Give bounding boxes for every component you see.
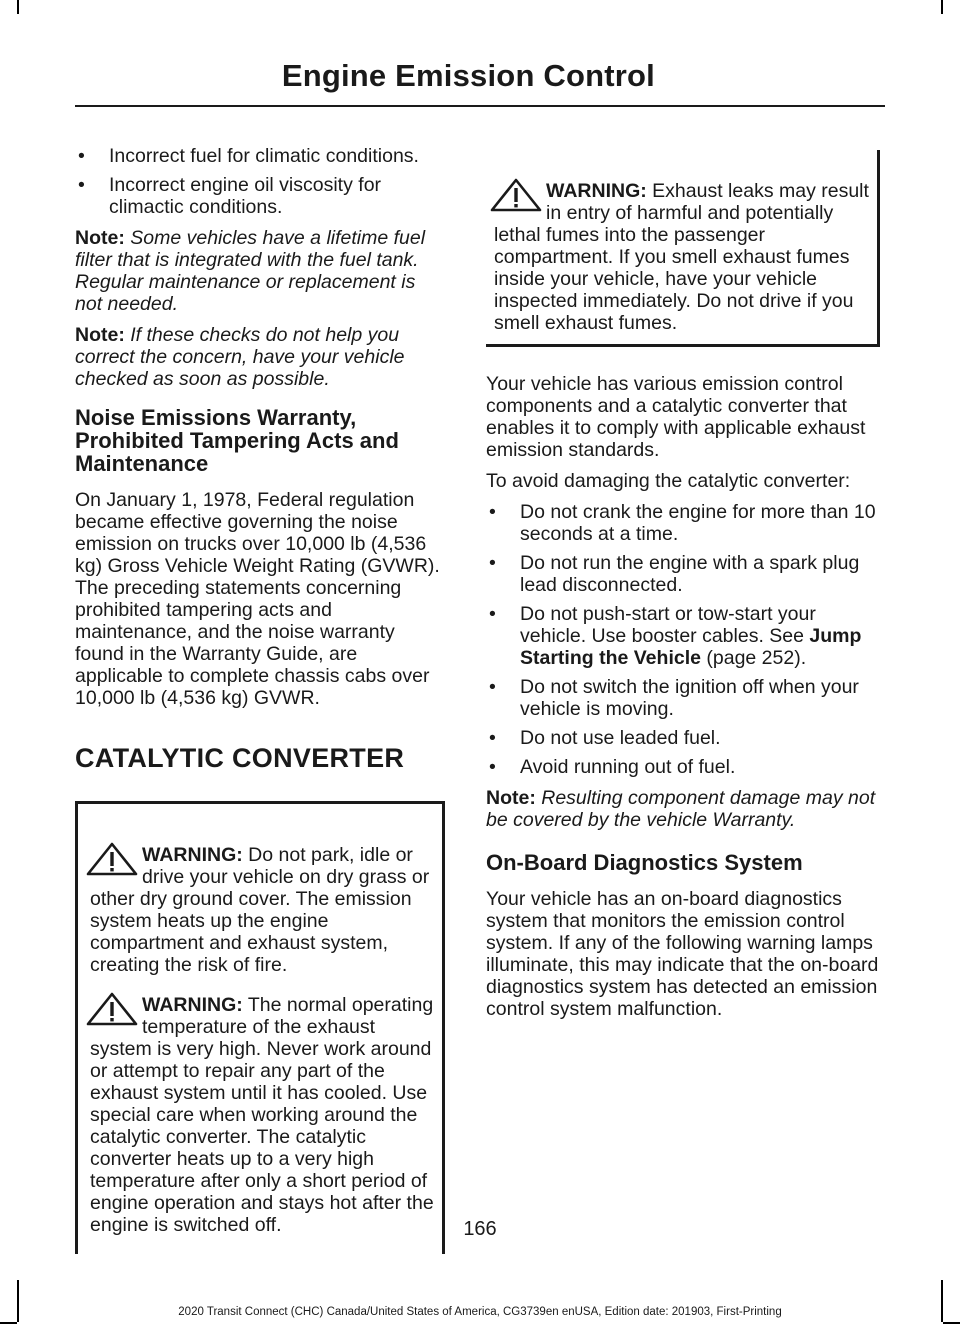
jump-starting-link[interactable]: Jump Starting the Vehicle — [520, 625, 862, 669]
obd-heading: On-Board Diagnostics System — [486, 850, 803, 875]
crop-mark-bottom-left — [0, 1322, 17, 1324]
warning-triangle-icon — [86, 842, 138, 876]
note: Note: Resulting component damage may not be covered by the vehicle Warranty. — [486, 787, 876, 831]
list-item: • Incorrect engine oil viscosity for climactic conditions. — [78, 174, 382, 218]
bullet: • — [78, 145, 85, 167]
list-item: • Do not crank the engine for more than 10 seconds at a time. — [489, 501, 876, 545]
noise-warranty-paragraph: On January 1, 1978, Federal regulation became effective governing the noise emission on trucks over 10,000 lb (4,536 kg) Gross Vehicle Weight Rating (GVWR). The preceding statements concerning prohibited tampering acts and maintenance, and the noise warranty found in the Warranty Guide, are applicable to complete chassis cabs over 10,000 lb (4,536 kg) GVWR. — [75, 489, 440, 709]
bullet: • — [489, 501, 496, 523]
footer-text: 2020 Transit Connect (CHC) Canada/United States of America, CG3739en enUSA, Edition date: 201903, First-Printing — [178, 1306, 782, 1318]
header-rule — [75, 105, 885, 107]
bullet: • — [489, 676, 496, 698]
right-column — [486, 150, 880, 1029]
list-item: • Incorrect fuel for climatic conditions. — [78, 145, 419, 167]
warning-triangle-icon — [490, 178, 542, 212]
list-item: • Do not push-start or tow-start your vehicle. Use booster cables. See Jump Starting the Vehicle (page 252). — [489, 603, 862, 669]
bullet: • — [489, 756, 496, 778]
bullet: • — [489, 552, 496, 574]
left-column — [75, 145, 445, 1276]
bullet: • — [489, 727, 496, 749]
condition-list — [75, 145, 445, 218]
warning-triangle-icon — [86, 992, 138, 1026]
crop-mark-bottom-right — [943, 1322, 960, 1324]
noise-warranty-heading: Noise Emissions Warranty, Prohibited Tampering Acts and Maintenance — [75, 405, 399, 476]
warning-item: WARNING: The normal operating temperature of the exhaust system is very high. Never work around or attempt to repair any part of the exhaust system until it has cooled. Use special care when working around the catalytic converter. The catalytic converter heats up to a very high temperature after only a short period of engine operation and stays hot after the engine is switched off. — [90, 994, 436, 1236]
warning-box — [486, 150, 880, 347]
list-item: • Do not run the engine with a spark plug lead disconnected. — [489, 552, 860, 596]
emission-components-paragraph: Your vehicle has various emission control components and a catalytic converter that enables it to comply with applicable exhaust emission standards. — [486, 373, 866, 461]
warning-box — [75, 801, 445, 1254]
crop-mark-top-right — [941, 0, 943, 14]
page-title: Engine Emission Control — [281, 58, 655, 93]
avoid-damage-list — [486, 501, 880, 778]
page-reference: (page 252). — [706, 647, 807, 669]
note: Note: If these checks do not help you correct the concern, have your vehicle checked as soon as possible. — [75, 324, 405, 390]
note: Note: Some vehicles have a lifetime fuel filter that is integrated with the fuel tank. Regular maintenance or replacement is not needed. — [75, 227, 426, 315]
warning-item: WARNING: Exhaust leaks may result in entry of harmful and potentially lethal fumes into the passenger compartment. If you smell exhaust fumes inside your vehicle, have your vehicle inspected immediately. Do not drive if you smell exhaust fumes. — [494, 180, 869, 334]
bullet: • — [78, 174, 85, 196]
catalytic-converter-heading: CATALYTIC CONVERTER — [75, 743, 405, 773]
list-item: • Do not use leaded fuel. — [489, 727, 721, 749]
obd-paragraph: Your vehicle has an on-board diagnostics system that monitors the emission control system. If any of the following warning lamps illuminate, this may indicate that the on-board diagnostics system has detected an emission control system malfunction. — [486, 888, 879, 1020]
avoid-damage-intro: To avoid damaging the catalytic converter: — [486, 470, 851, 492]
bullet: • — [489, 603, 496, 625]
page-number: 166 — [463, 1218, 497, 1240]
crop-mark-top-left — [17, 0, 19, 14]
list-item: • Do not switch the ignition off when your vehicle is moving. — [489, 676, 859, 720]
warning-item: WARNING: Do not park, idle or drive your vehicle on dry grass or other dry ground cover. The emission system heats up the engine compartment and exhaust system, creating the risk of fire. — [90, 844, 436, 976]
list-item: • Avoid running out of fuel. — [489, 756, 736, 778]
